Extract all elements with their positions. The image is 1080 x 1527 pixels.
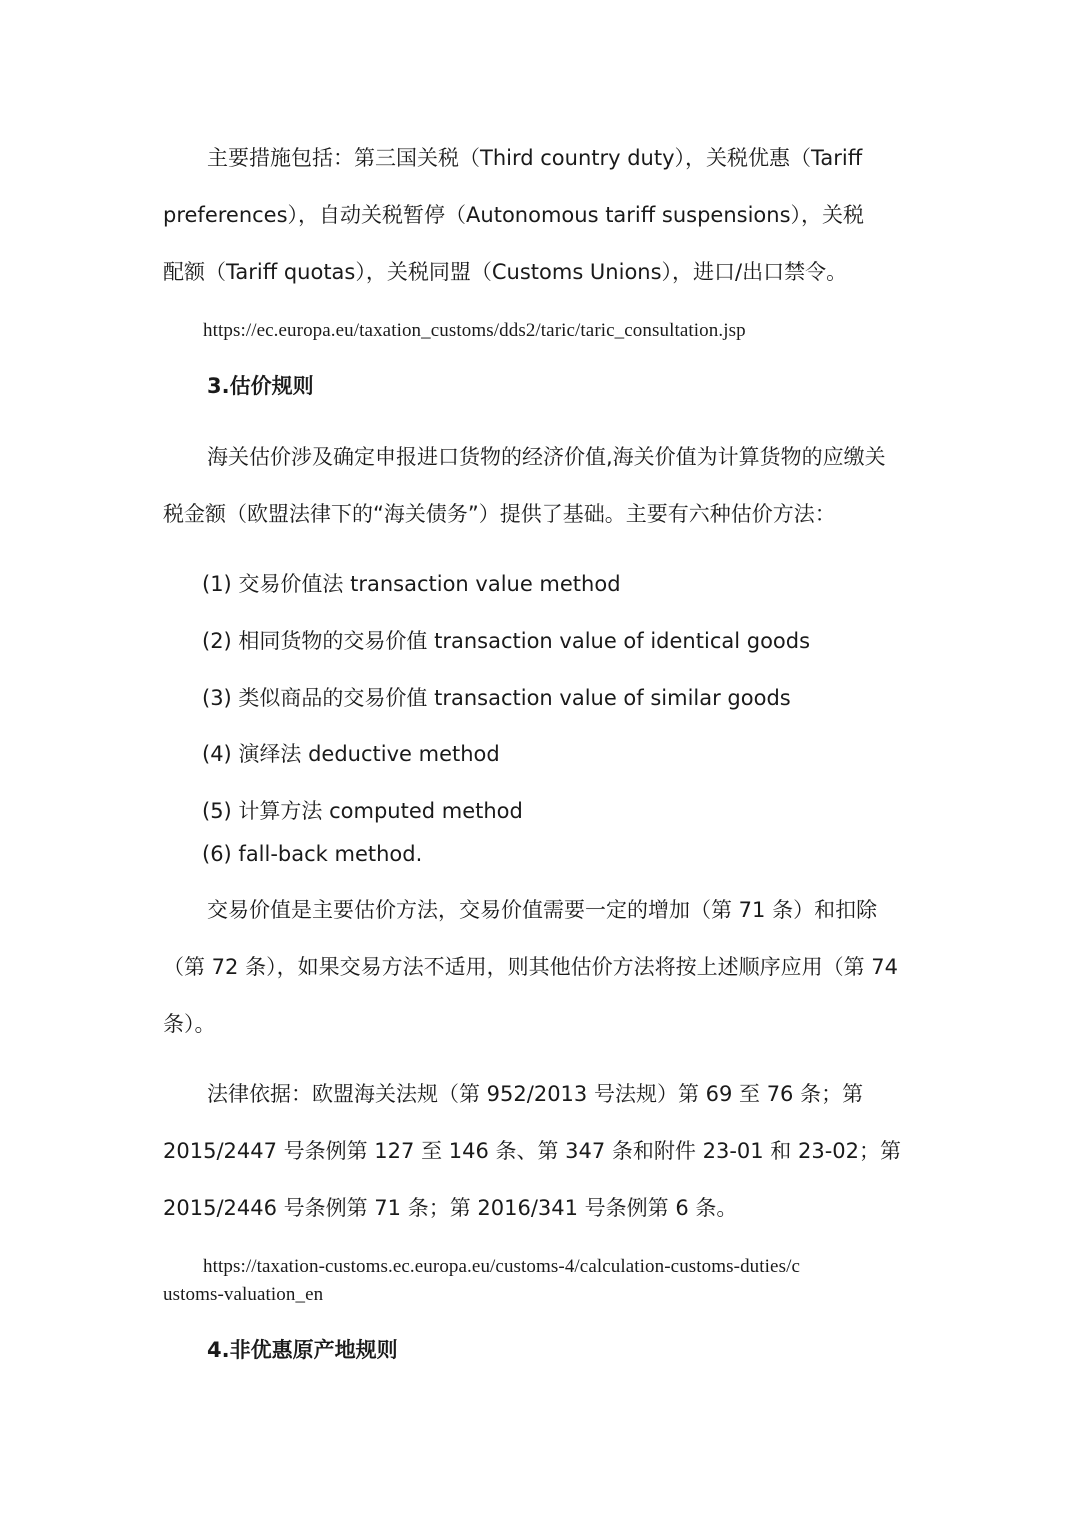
section-3-heading: 3.估价规则	[207, 374, 314, 398]
paragraph-measures-line-2: preferences），自动关税暂停（Autonomous tariff suspensions），关税	[163, 203, 865, 227]
transaction-value-para-line-3: 条）。	[163, 1012, 216, 1036]
paragraph-measures-line-1: 主要措施包括：第三国关税（Third country duty），关税优惠（Tariff	[207, 146, 863, 170]
taric-url-link[interactable]: https://ec.europa.eu/taxation_customs/dds2/taric/taric_consultation.jsp	[203, 320, 746, 341]
legal-basis-line-1: 法律依据：欧盟海关法规（第 952/2013 号法规）第 69 至 76 条；第	[207, 1082, 864, 1106]
section-4-heading: 4.非优惠原产地规则	[207, 1338, 398, 1362]
valuation-url-link-line-2[interactable]: ustoms-valuation_en	[163, 1284, 324, 1305]
valuation-intro-line-1: 海关估价涉及确定申报进口货物的经济价值,海关价值为计算货物的应缴关	[207, 445, 886, 469]
valuation-method-item-1: (1) 交易价值法 transaction value method	[202, 572, 621, 596]
transaction-value-para-line-1: 交易价值是主要估价方法，交易价值需要一定的增加（第 71 条）和扣除	[207, 898, 878, 922]
legal-basis-line-3: 2015/2446 号条例第 71 条；第 2016/341 号条例第 6 条。	[163, 1196, 738, 1220]
valuation-intro-line-2: 税金额（欧盟法律下的“海关债务”）提供了基础。主要有六种估价方法：	[163, 502, 836, 526]
valuation-method-item-6: (6) fall-back method.	[202, 842, 423, 866]
legal-basis-line-2: 2015/2447 号条例第 127 至 146 条、第 347 条和附件 23-01 和 23-02；第	[163, 1139, 902, 1163]
valuation-method-item-4: (4) 演绎法 deductive method	[202, 742, 500, 766]
valuation-url-link-line-1[interactable]: https://taxation-customs.ec.europa.eu/customs-4/calculation-customs-duties/c	[203, 1256, 800, 1277]
transaction-value-para-line-2: （第 72 条），如果交易方法不适用，则其他估价方法将按上述顺序应用（第 74	[163, 955, 898, 979]
valuation-method-item-5: (5) 计算方法 computed method	[202, 799, 523, 823]
valuation-method-item-2: (2) 相同货物的交易价值 transaction value of identical goods	[202, 629, 811, 653]
valuation-method-item-3: (3) 类似商品的交易价值 transaction value of similar goods	[202, 686, 791, 710]
paragraph-measures-line-3: 配额（Tariff quotas），关税同盟（Customs Unions），进口/出口禁令。	[163, 260, 848, 284]
